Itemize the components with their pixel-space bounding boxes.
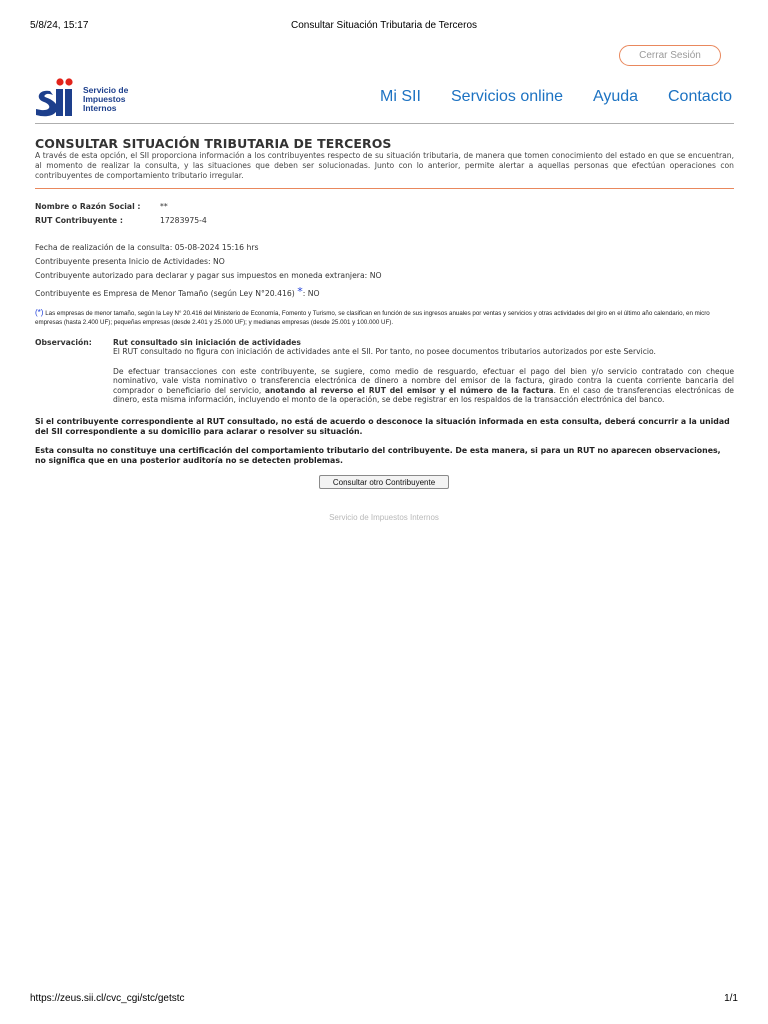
consult-date: Fecha de realización de la consulta: 05-08-2024 15:16 hrs	[35, 243, 259, 252]
logo-line: Internos	[83, 103, 117, 113]
advice-bold: anotando al reverso el RUT del emisor y el número de la factura	[264, 385, 554, 395]
print-url: https://zeus.sii.cl/cvc_cgi/stc/getstc	[30, 993, 185, 1004]
print-page-number: 1/1	[724, 993, 738, 1004]
nav-mi-sii[interactable]: Mi SII	[380, 88, 421, 105]
pyme-value: : NO	[302, 289, 320, 298]
section-divider	[35, 188, 734, 189]
print-datetime: 5/8/24, 15:17	[30, 20, 89, 31]
footnote-marker: (*)	[35, 308, 44, 317]
pyme-footnote	[35, 308, 734, 327]
site-footer: Servicio de Impuestos Internos	[329, 513, 439, 522]
header-divider	[35, 123, 734, 124]
pyme-label: Contribuyente es Empresa de Menor Tamaño (según Ley N°20.416)	[35, 289, 295, 298]
observation-advice	[113, 367, 734, 404]
observation-title: Rut consultado sin iniciación de actividades	[113, 338, 301, 347]
name-label: Nombre o Razón Social :	[35, 202, 141, 211]
logo-wordmark	[83, 86, 128, 113]
inicio-actividades: Contribuyente presenta Inicio de Actividades: NO	[35, 257, 225, 266]
nav-contacto[interactable]: Contacto	[668, 88, 733, 105]
advice-end: . En el caso de transferencias electrónicas de dinero, esta misma información, incluyendo el monto de la operación, se debe registrar en los respaldos de la transacción electrónica del banco.	[113, 385, 734, 404]
logout-button[interactable]: Cerrar Sesión	[619, 45, 721, 66]
logo-line: Impuestos	[83, 94, 126, 104]
print-doc-title: Consultar Situación Tributaria de Terceros	[290, 20, 478, 31]
print-header	[0, 20, 768, 34]
certification-text: Esta consulta no constituye una certificación del comportamiento tributario del contribuyente. De esta manera, si para un RUT no aparecen observaciones, no significa que en una posterior auditoría no se detecten problemas.	[35, 446, 721, 465]
disagree-text: Si el contribuyente correspondiente al RUT consultado, no está de acuerdo o desconoce la situación informada en esta consulta, deberá concurrir a la unidad del SII correspondiente a su domicilio para aclarar o resolver su situación.	[35, 417, 730, 436]
observation-text: El RUT consultado no figura con iniciación de actividades ante el SII. Por tanto, no posee documentos tributarios autorizados por este Servicio.	[113, 347, 656, 356]
logo-line: Servicio de	[83, 85, 129, 95]
nav-ayuda[interactable]: Ayuda	[593, 88, 639, 105]
pyme-line	[35, 286, 320, 299]
name-value: **	[160, 202, 168, 211]
moneda-extranjera: Contribuyente autorizado para declarar y pagar sus impuestos en moneda extranjera: NO	[35, 271, 382, 280]
consult-other-button[interactable]: Consultar otro Contribuyente	[319, 475, 449, 489]
footnote-text: Las empresas de menor tamaño, según la Ley N° 20.416 del Ministerio de Economía, Fomento y Turismo, se clasifican en función de sus ingresos anuales por ventas y servicios y otras actividades del giro en el último año calendario, en micro empresas (hasta 2.400 UF); pequeñas empresas (desde 2.401 y 25.000 UF); y medianas empresas (desde 25.001 y 100.000 UF).	[35, 310, 710, 326]
advice-start: De efectuar transacciones con este contribuyente, se sugiere, como medio de resguardo, efectuar el pago del bien y/o servicio contratado con cheque nominativo, vale vista nominativo o transferencia electrónica de dinero a nombre del emisor de la factura, girado contra la cuenta corriente bancaria del comprador o beneficiario del servicio,	[113, 367, 734, 395]
rut-label: RUT Contribuyente :	[35, 216, 123, 225]
observation-label: Observación:	[35, 338, 92, 347]
pyme-footnote-link[interactable]: *	[297, 285, 303, 298]
page-title: CONSULTAR SITUACIÓN TRIBUTARIA DE TERCEROS	[35, 136, 392, 151]
intro-text: A través de esta opción, el SII proporciona información a los contribuyentes respecto de su situación tributaria, de manera que tomen conocimiento del estado en que se encuentran, al momento de realizar la consulta, y las situaciones que deben ser solucionadas. Junto con lo anterior, permite alertar a aquellas personas que efectúan operaciones con contribuyentes de comportamiento tributario irregular.	[35, 151, 734, 180]
nav-servicios-online[interactable]: Servicios online	[451, 88, 564, 105]
rut-value: 17283975-4	[160, 216, 207, 225]
print-footer	[0, 993, 768, 1007]
